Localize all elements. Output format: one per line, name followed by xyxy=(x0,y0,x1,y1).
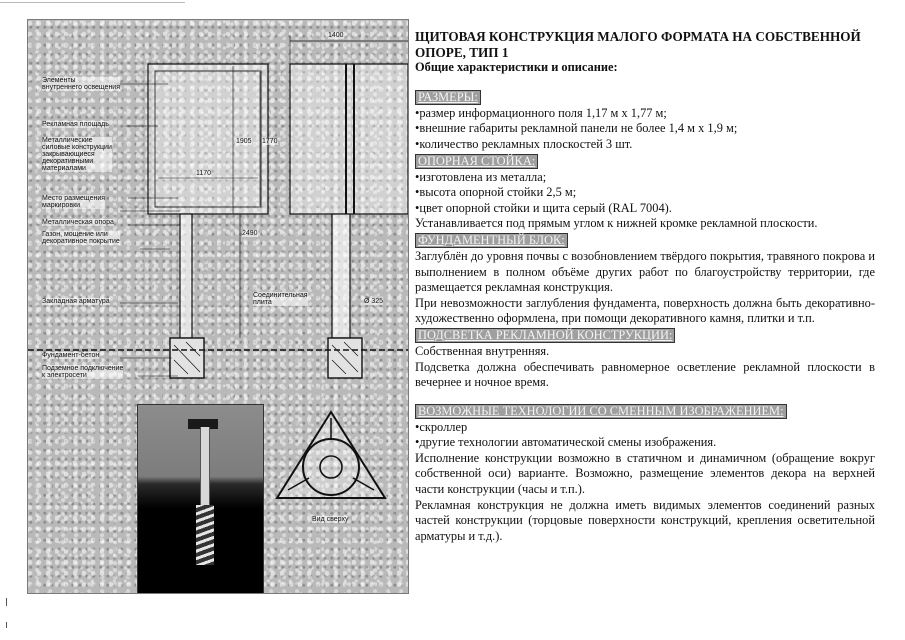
technical-drawing xyxy=(27,19,409,594)
dim-width-outer: 1400 xyxy=(328,32,344,39)
front-pole xyxy=(180,214,192,338)
scan-margin-mark xyxy=(6,622,7,628)
label-foundation: Фундамент-бетон xyxy=(42,352,100,359)
section-heading: ВОЗМОЖНЫЕ ТЕХНОЛОГИИ СО СМЕННЫМ ИЗОБРАЖЕНИЕМ: xyxy=(415,404,787,419)
section-paragraph: Собственная внутренняя. xyxy=(415,343,550,358)
dim-width-field: 1170 xyxy=(196,170,212,177)
section-line: •высота опорной стойки 2,5 м; xyxy=(415,185,577,200)
dim-height-field: 1770 xyxy=(262,138,278,145)
section-line: Устанавливается под прямым углом к нижней кромке рекламной плоскости. xyxy=(415,216,818,231)
label-lighting: Элементы внутреннего освещения xyxy=(42,77,121,91)
dim-height-outer: 1905 xyxy=(236,138,252,145)
label-rebar: Закладная арматура xyxy=(42,298,110,305)
photo-screw-pile xyxy=(196,505,214,565)
scan-top-line xyxy=(0,2,185,3)
label-cable: Подземное подключение к электросети xyxy=(42,365,124,379)
section-dimensions xyxy=(415,89,875,153)
section-paragraph: •другие технологии автоматической смены изображения. xyxy=(415,435,717,450)
document-subtitle: Общие характеристики и описание: xyxy=(415,60,618,75)
label-connection-plate: Соединительная плита xyxy=(253,292,308,306)
installation-photo xyxy=(137,404,264,594)
dim-pole-height: 2490 xyxy=(242,230,258,237)
section-line: •размер информационного поля 1,17 м х 1,77 м; xyxy=(415,105,667,120)
label-marking: Место размещения маркировки xyxy=(42,195,106,209)
section-line: •изготовлена из металла; xyxy=(415,169,547,184)
section-line: •цвет опорной стойки и щита серый (RAL 7004). xyxy=(415,200,672,215)
label-support: Металлическая опора xyxy=(42,219,114,226)
section-heading: ПОДСВЕТКА РЕКЛАМНОЙ КОНСТРУКЦИИ: xyxy=(415,328,675,343)
section-heading: РАЗМЕРЫ: xyxy=(415,90,481,105)
scan-margin-mark xyxy=(6,598,7,606)
section-paragraph: Подсветка должна обеспечивать равномерное осветление рекламной плоскости в вечернее и ночное время. xyxy=(415,359,875,390)
label-ad-field: Рекламная площадь xyxy=(42,121,109,128)
label-frame: Металлические силовые конструкции закрывающиеся декоративными материалами xyxy=(42,137,112,172)
section-paragraph: •скроллер xyxy=(415,419,468,434)
section-paragraph: Исполнение конструкции возможно в статичном и динамичном (обращение вокруг собственной оси) варианте. Возможно, размещение элементов декора на верхней части конструкции (часы и т.п.). xyxy=(415,450,875,497)
section-paragraph: Заглублён до уровня почвы с возобновлением твёрдого покрытия, травяного покрова и выполнением в полном объёме других работ по благоустройству территории, где размещается рекламная конструкция. xyxy=(415,248,875,295)
section-technologies xyxy=(415,391,875,545)
section-line: •внешние габариты рекламной панели не более 1,4 м х 1,9 м; xyxy=(415,121,738,136)
section-foundation xyxy=(415,232,875,327)
section-support xyxy=(415,153,875,232)
section-line: •количество рекламных плоскостей 3 шт. xyxy=(415,136,633,151)
section-lighting xyxy=(415,327,875,391)
side-pole xyxy=(332,214,350,338)
side-panel xyxy=(290,64,408,214)
description-column xyxy=(415,29,875,544)
section-paragraph: Рекламная конструкция не должна иметь видимых элементов соединений разных частей конструкции (торцовые поверхности конструкций, крепления осветительной арматуры и т.д.). xyxy=(415,497,875,543)
section-heading: ОПОРНАЯ СТОЙКА: xyxy=(415,154,538,169)
section-heading: ФУНДАМЕНТНЫЙ БЛОК: xyxy=(415,233,568,248)
label-top-view: Вид сверху xyxy=(312,516,349,523)
section-paragraph: При невозможности заглубления фундамента, поверхность должна быть декоративно-художественно оформлена, при помощи декоративного камня, плитки и т.п. xyxy=(415,295,875,326)
document-title: ЩИТОВАЯ КОНСТРУКЦИЯ МАЛОГО ФОРМАТА НА СОБСТВЕННОЙ ОПОРЕ, ТИП 1 xyxy=(415,29,861,60)
dim-pipe-diameter: Ø 325 xyxy=(364,298,384,305)
label-lawn: Газон, мощение или декоративное покрытие xyxy=(42,231,120,245)
